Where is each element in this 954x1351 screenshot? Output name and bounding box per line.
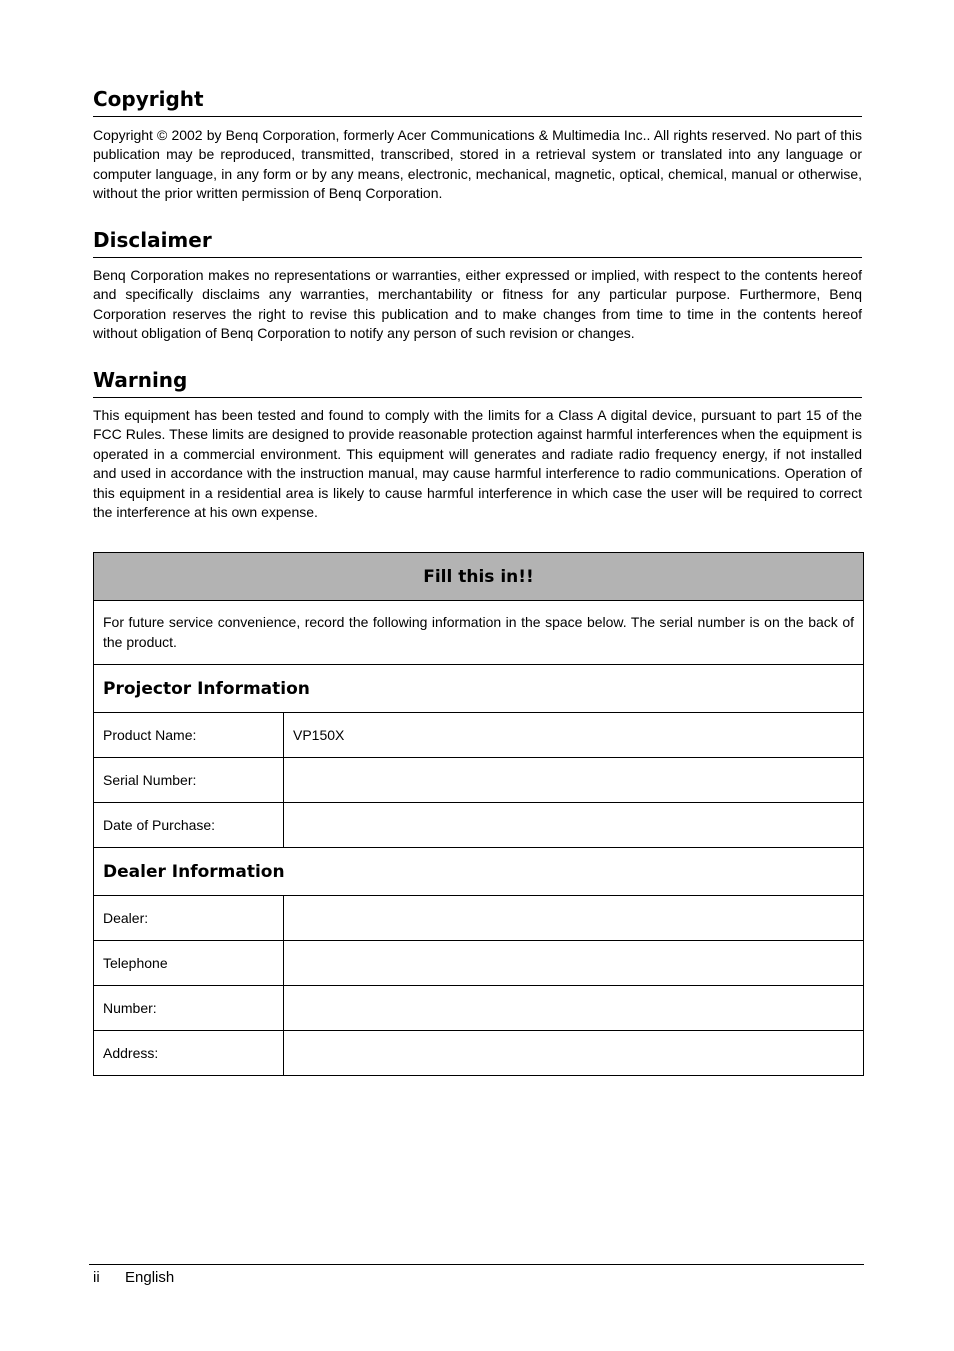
telephone-label: Telephone: [94, 941, 284, 986]
date-of-purchase-label: Date of Purchase:: [94, 803, 284, 848]
projector-info-heading: Projector Information: [94, 665, 864, 713]
table-row: [94, 1031, 864, 1076]
form-title: Fill this in!!: [94, 553, 864, 601]
address-field[interactable]: [284, 1031, 864, 1076]
projector-heading-row: [94, 665, 864, 713]
serial-number-label: Serial Number:: [94, 758, 284, 803]
dealer-heading-row: [94, 848, 864, 896]
dealer-info-heading: Dealer Information: [94, 848, 864, 896]
copyright-text: Copyright © 2002 by Benq Corporation, formerly Acer Communications & Multimedia Inc.. All rights reserved. No part of this publication may be reproduced, transmitted, transcribed, stored in a retrieval system or translated into any language or computer language, in any form or by any means, electronic, mechanical, magnetic, optical, chemical, manual or otherwise, without the prior written permission of Benq Corporation.: [93, 127, 862, 202]
form-title-row: [94, 553, 864, 601]
number-label: Number:: [94, 986, 284, 1031]
table-row: [94, 803, 864, 848]
product-name-field[interactable]: VP150X: [284, 713, 864, 758]
table-row: [94, 941, 864, 986]
date-of-purchase-field[interactable]: [284, 803, 864, 848]
footer-language: English: [125, 1269, 175, 1286]
table-row: [94, 713, 864, 758]
product-name-label: Product Name:: [94, 713, 284, 758]
page-number: ii: [93, 1269, 100, 1286]
info-form-table: [93, 552, 864, 1076]
disclaimer-heading: Disclaimer: [93, 227, 862, 258]
address-label: Address:: [94, 1031, 284, 1076]
warning-text: This equipment has been tested and found to comply with the limits for a Class A digital device, pursuant to part 15 of the FCC Rules. These limits are designed to provide reasonable protection against harmful interferences when the equipment is operated in a commercial environment. This equipment will generates and radiate radio frequency energy, if not installed and used in accordance with the instruction manual, may cause harmful interference to radio communications. Operation of this equipment in a residential area is likely to cause harmful interference in which case the user will be required to correct the interference at his own expense.: [93, 407, 862, 521]
number-field[interactable]: [284, 986, 864, 1031]
dealer-label: Dealer:: [94, 896, 284, 941]
table-row: [94, 758, 864, 803]
form-intro: For future service convenience, record the following information in the space below. The serial number is on the back of the product.: [94, 601, 864, 665]
copyright-heading: Copyright: [93, 86, 862, 117]
form-intro-row: [94, 601, 864, 665]
telephone-field[interactable]: [284, 941, 864, 986]
serial-number-field[interactable]: [284, 758, 864, 803]
table-row: [94, 986, 864, 1031]
dealer-field[interactable]: [284, 896, 864, 941]
table-row: [94, 896, 864, 941]
footer-divider: [89, 1264, 864, 1265]
warning-heading: Warning: [93, 367, 862, 398]
page-footer: [93, 1269, 174, 1287]
disclaimer-text: Benq Corporation makes no representations or warranties, either expressed or implied, with respect to the contents hereof and specifically disclaims any warranties, merchantability or fitness for any particular purpose. Furthermore, Benq Corporation reserves the right to revise this publication and to make changes from time to time in the contents hereof without obligation of Benq Corporation to notify any person of such revision or changes.: [93, 267, 862, 342]
